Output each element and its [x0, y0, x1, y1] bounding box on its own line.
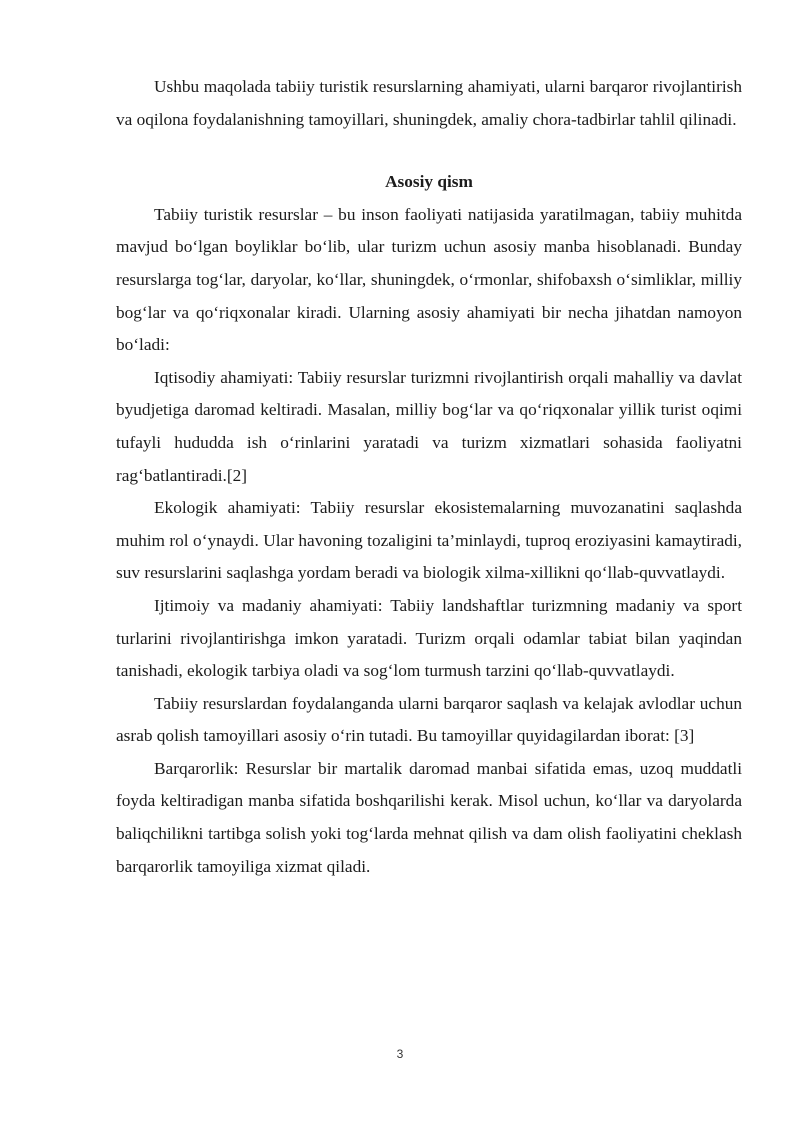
page-number: 3: [396, 1047, 404, 1061]
paragraph-principles: Tabiiy resurslardan foydalanganda ularni barqaror saqlash va kelajak avlodlar uchun asrab qolish tamoyillari asosiy o‘rin tutadi. Bu tamoyillar quyidagilardan iborat: [3]: [116, 693, 742, 746]
paragraph-social-cultural: Ijtimoiy va madaniy ahamiyati: Tabiiy landshaftlar turizmning madaniy va sport turlarini rivojlantirishga imkon yaratadi. Turizm orqali odamlar tabiat bilan yaqindan tanishadi, ekologik tarbiya oladi va sog‘lom turmush tarzini qo‘llab-quvvatlaydi.: [116, 595, 742, 681]
section-heading: Asosiy qism: [385, 172, 473, 192]
paragraph-definition: Tabiiy turistik resurslar – bu inson faoliyati natijasida yaratilmagan, tabiiy muhitda mavjud bo‘lgan boyliklar bo‘lib, ular turizm uchun asosiy manba hisoblanadi. Bunday resurslarga tog‘lar, daryolar, ko‘llar, shuningdek, o‘rmonlar, shifobaxsh o‘simliklar, milliy bog‘lar va qo‘riqxonalar kiradi. Ularning asosiy ahamiyati bir necha jihatdan namoyon bo‘ladi:: [116, 204, 742, 355]
document-page: [116, 71, 742, 883]
paragraph-sustainability: Barqarorlik: Resurslar bir martalik daromad manbai sifatida emas, uzoq muddatli foyda keltiradigan manba sifatida boshqarilishi kerak. Misol uchun, ko‘llar va daryolarda baliqchilikni tartibga solish yoki tog‘larda mehnat qilish va dam olish faoliyatini cheklash barqarorlik tamoyiliga xizmat qiladi.: [116, 758, 742, 876]
paragraph-ecological: Ekologik ahamiyati: Tabiiy resurslar ekosistemalarning muvozanatini saqlashda muhim rol o‘ynaydi. Ular havoning tozaligini ta’minlaydi, tuproq eroziyasini kamaytiradi, suv resurslarini saqlashga yordam beradi va biologik xilma-xillikni qo‘llab-quvvatlaydi.: [116, 498, 742, 583]
paragraph-economic: Iqtisodiy ahamiyati: Tabiiy resurslar turizmni rivojlantirish orqali mahalliy va davlat byudjetiga daromad keltiradi. Masalan, milliy bog‘lar va qo‘riqxonalar yillik turist oqimi tufayli hududda ish o‘rinlarini yaratadi va turizm xizmatlari sohasida faoliyatni rag‘batlantiradi.[2]: [116, 367, 742, 485]
intro-paragraph: Ushbu maqolada tabiiy turistik resurslarning ahamiyati, ularni barqaror rivojlantirish va oqilona foydalanishning tamoyillari, shuningdek, amaliy chora-tadbirlar tahlil qilinadi.: [116, 77, 742, 129]
